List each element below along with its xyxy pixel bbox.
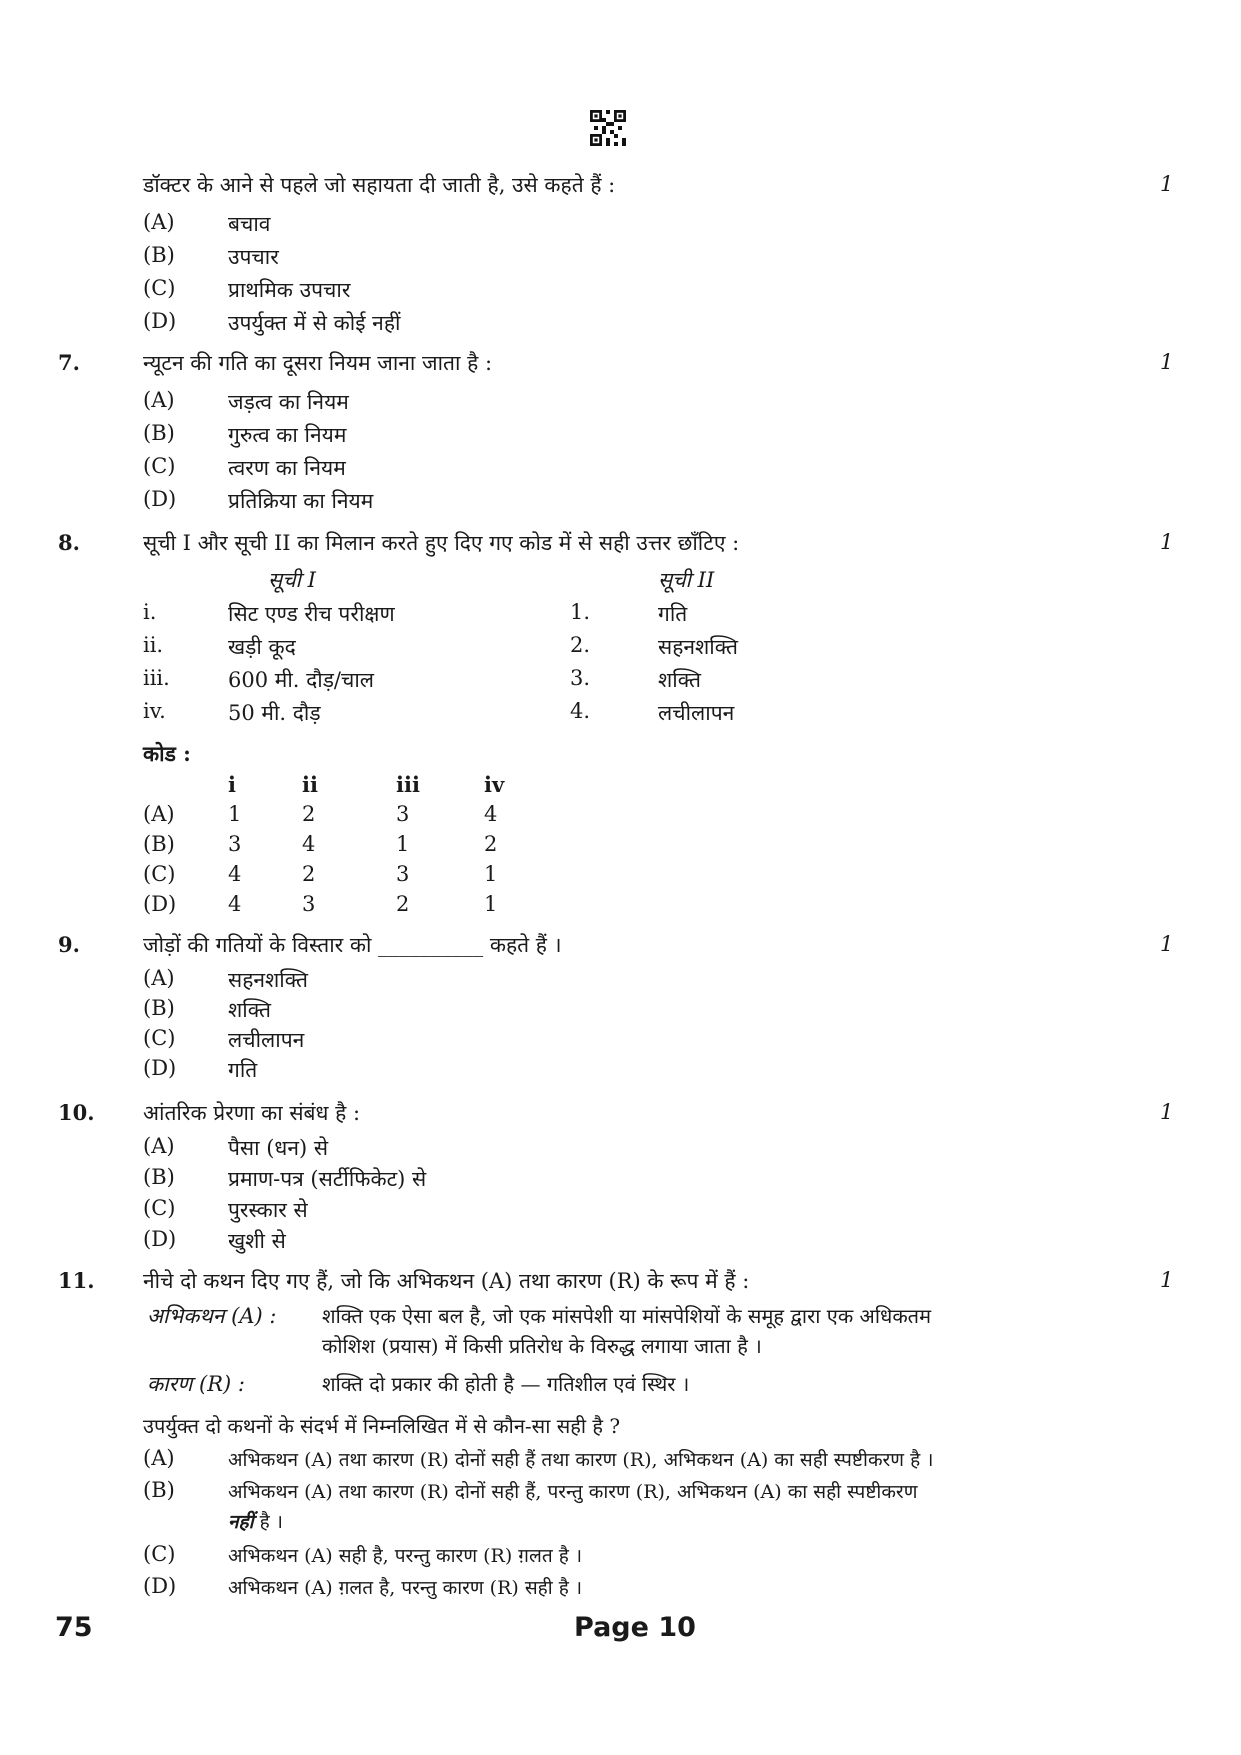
- q6-marks: 1: [1160, 172, 1174, 196]
- q6-option-b-label: (B): [143, 243, 175, 267]
- list2-item: सहनशक्ति: [658, 635, 738, 659]
- q8-number: 8.: [58, 530, 80, 555]
- q11-option-b-line-2: [228, 1508, 283, 1534]
- q11-option-d: अभिकथन (A) ग़लत है, परन्तु कारण (R) सही है ।: [228, 1577, 583, 1599]
- reason-label: कारण (R) :: [147, 1372, 245, 1396]
- q6-option-a: बचाव: [228, 212, 271, 236]
- list1-item-label: iv.: [143, 699, 166, 723]
- q10-marks: 1: [1160, 1100, 1174, 1124]
- q10-option-a-label: (A): [143, 1134, 175, 1158]
- q6-option-d: उपर्युक्त में से कोई नहीं: [228, 311, 401, 335]
- code-cell: 4: [228, 862, 242, 886]
- page-number: Page 10: [574, 1612, 696, 1643]
- list2-item-label: 1.: [570, 600, 591, 624]
- list1-item: खड़ी कूद: [228, 635, 296, 659]
- list1-item: 50 मी. दौड़: [228, 701, 321, 725]
- code-cell: 2: [396, 892, 410, 916]
- q9-option-a-label: (A): [143, 966, 175, 990]
- q9-option-d: गति: [228, 1058, 258, 1082]
- code-cell: 2: [484, 832, 498, 856]
- code-cell: 4: [302, 832, 316, 856]
- q9-option-b: शक्ति: [228, 998, 271, 1022]
- q7-text: न्यूटन की गति का दूसरा नियम जाना जाता है :: [143, 351, 493, 375]
- code-cell: 4: [484, 802, 498, 826]
- q10-option-b-label: (B): [143, 1165, 175, 1189]
- q9-number: 9.: [58, 932, 80, 957]
- q10-option-c-label: (C): [143, 1196, 176, 1220]
- q6-option-a-label: (A): [143, 210, 175, 234]
- q9-option-c: लचीलापन: [228, 1028, 305, 1052]
- list1-item-label: iii.: [143, 666, 170, 690]
- code-row-label: (C): [143, 862, 176, 886]
- code-header: iii: [396, 772, 420, 797]
- code-cell: 3: [302, 892, 316, 916]
- list1-heading: सूची I: [268, 568, 316, 592]
- q6-text: डॉक्टर के आने से पहले जो सहायता दी जाती है, उसे कहते हैं :: [143, 173, 616, 197]
- list1-item: 600 मी. दौड़/चाल: [228, 668, 375, 692]
- code-label: कोड :: [143, 741, 191, 766]
- q10-option-d-label: (D): [143, 1227, 177, 1251]
- q11-option-b-line-1: अभिकथन (A) तथा कारण (R) दोनों सही हैं, परन्तु कारण (R), अभिकथन (A) का सही स्पष्टीकरण: [228, 1481, 918, 1503]
- q8-text: सूची I और सूची II का मिलान करते हुए दिए गए कोड में से सही उत्तर छाँटिए :: [143, 531, 740, 555]
- code-cell: 1: [396, 832, 410, 856]
- qr-code: [590, 110, 626, 146]
- q11-option-d-label: (D): [143, 1574, 177, 1598]
- code-row-label: (B): [143, 832, 175, 856]
- q7-option-d: प्रतिक्रिया का नियम: [228, 489, 374, 513]
- q11-option-a-label: (A): [143, 1446, 175, 1470]
- q9-option-d-label: (D): [143, 1056, 177, 1080]
- q11-option-c: अभिकथन (A) सही है, परन्तु कारण (R) ग़लत है ।: [228, 1545, 583, 1567]
- list1-item-label: ii.: [143, 633, 164, 657]
- code-cell: 4: [228, 892, 242, 916]
- q10-option-d: खुशी से: [228, 1229, 286, 1253]
- list2-item-label: 4.: [570, 699, 591, 723]
- code-header: iv: [484, 772, 505, 797]
- q11-option-c-label: (C): [143, 1542, 176, 1566]
- code-row-label: (A): [143, 802, 175, 826]
- q10-option-a: पैसा (धन) से: [228, 1136, 329, 1160]
- reason-text: शक्ति दो प्रकार की होती है — गतिशील एवं स्थिर ।: [322, 1372, 690, 1396]
- assertion-label: अभिकथन (A) :: [147, 1304, 277, 1328]
- list1-item: सिट एण्ड रीच परीक्षण: [228, 602, 395, 626]
- code-header: ii: [302, 772, 318, 797]
- list2-item: लचीलापन: [658, 701, 735, 725]
- code-cell: 1: [484, 892, 498, 916]
- q7-option-b: गुरुत्व का नियम: [228, 423, 347, 447]
- code-cell: 3: [396, 802, 410, 826]
- list1-item-label: i.: [143, 600, 157, 624]
- q11-text: नीचे दो कथन दिए गए हैं, जो कि अभिकथन (A) तथा कारण (R) के रूप में हैं :: [143, 1269, 750, 1293]
- q6-option-b: उपचार: [228, 245, 279, 269]
- code-cell: 3: [228, 832, 242, 856]
- assertion-line-1: शक्ति एक ऐसा बल है, जो एक मांसपेशी या मांसपेशियों के समूह द्वारा एक अधिकतम: [322, 1304, 932, 1328]
- q9-text: जोड़ों की गतियों के विस्तार को __________ कहते हैं ।: [143, 933, 562, 957]
- paper-code: 75: [55, 1612, 93, 1643]
- q6-option-c-label: (C): [143, 276, 176, 300]
- list2-heading: सूची II: [658, 568, 715, 592]
- q6-option-d-label: (D): [143, 309, 177, 333]
- assertion-line-2: कोशिश (प्रयास) में किसी प्रतिरोध के विरुद्ध लगाया जाता है ।: [322, 1334, 762, 1358]
- code-cell: 2: [302, 862, 316, 886]
- list2-item: शक्ति: [658, 668, 701, 692]
- q9-option-b-label: (B): [143, 996, 175, 1020]
- emphasis-not: नहीं: [228, 1511, 254, 1533]
- sub-question: उपर्युक्त दो कथनों के संदर्भ में निम्नलिखित में से कौन-सा सही है ?: [143, 1414, 621, 1438]
- q10-option-c: पुरस्कार से: [228, 1198, 308, 1222]
- q7-marks: 1: [1160, 350, 1174, 374]
- q11-option-b-rest: है ।: [253, 1511, 283, 1533]
- q7-option-c-label: (C): [143, 454, 176, 478]
- list2-item-label: 3.: [570, 666, 591, 690]
- q9-marks: 1: [1160, 932, 1174, 956]
- q11-option-b-label: (B): [143, 1478, 175, 1502]
- list2-item-label: 2.: [570, 633, 591, 657]
- q10-number: 10.: [58, 1100, 95, 1125]
- q8-marks: 1: [1160, 530, 1174, 554]
- code-cell: 3: [396, 862, 410, 886]
- code-header: i: [228, 772, 236, 797]
- q7-option-c: त्वरण का नियम: [228, 456, 346, 480]
- q9-option-a: सहनशक्ति: [228, 968, 308, 992]
- q10-option-b: प्रमाण-पत्र (सर्टीफिकेट) से: [228, 1167, 427, 1191]
- q6-option-c: प्राथमिक उपचार: [228, 278, 351, 302]
- q7-option-a-label: (A): [143, 388, 175, 412]
- q9-option-c-label: (C): [143, 1026, 176, 1050]
- q7-number: 7.: [58, 350, 80, 375]
- code-cell: 1: [484, 862, 498, 886]
- code-cell: 2: [302, 802, 316, 826]
- list2-item: गति: [658, 602, 688, 626]
- q7-option-d-label: (D): [143, 487, 177, 511]
- code-row-label: (D): [143, 892, 177, 916]
- code-cell: 1: [228, 802, 242, 826]
- q7-option-a: जड़त्व का नियम: [228, 390, 349, 414]
- q11-number: 11.: [58, 1268, 95, 1293]
- q10-text: आंतरिक प्रेरणा का संबंध है :: [143, 1101, 361, 1125]
- q11-option-a: अभिकथन (A) तथा कारण (R) दोनों सही हैं तथा कारण (R), अभिकथन (A) का सही स्पष्टीकरण है ।: [228, 1449, 934, 1471]
- q7-option-b-label: (B): [143, 421, 175, 445]
- q11-marks: 1: [1160, 1268, 1174, 1292]
